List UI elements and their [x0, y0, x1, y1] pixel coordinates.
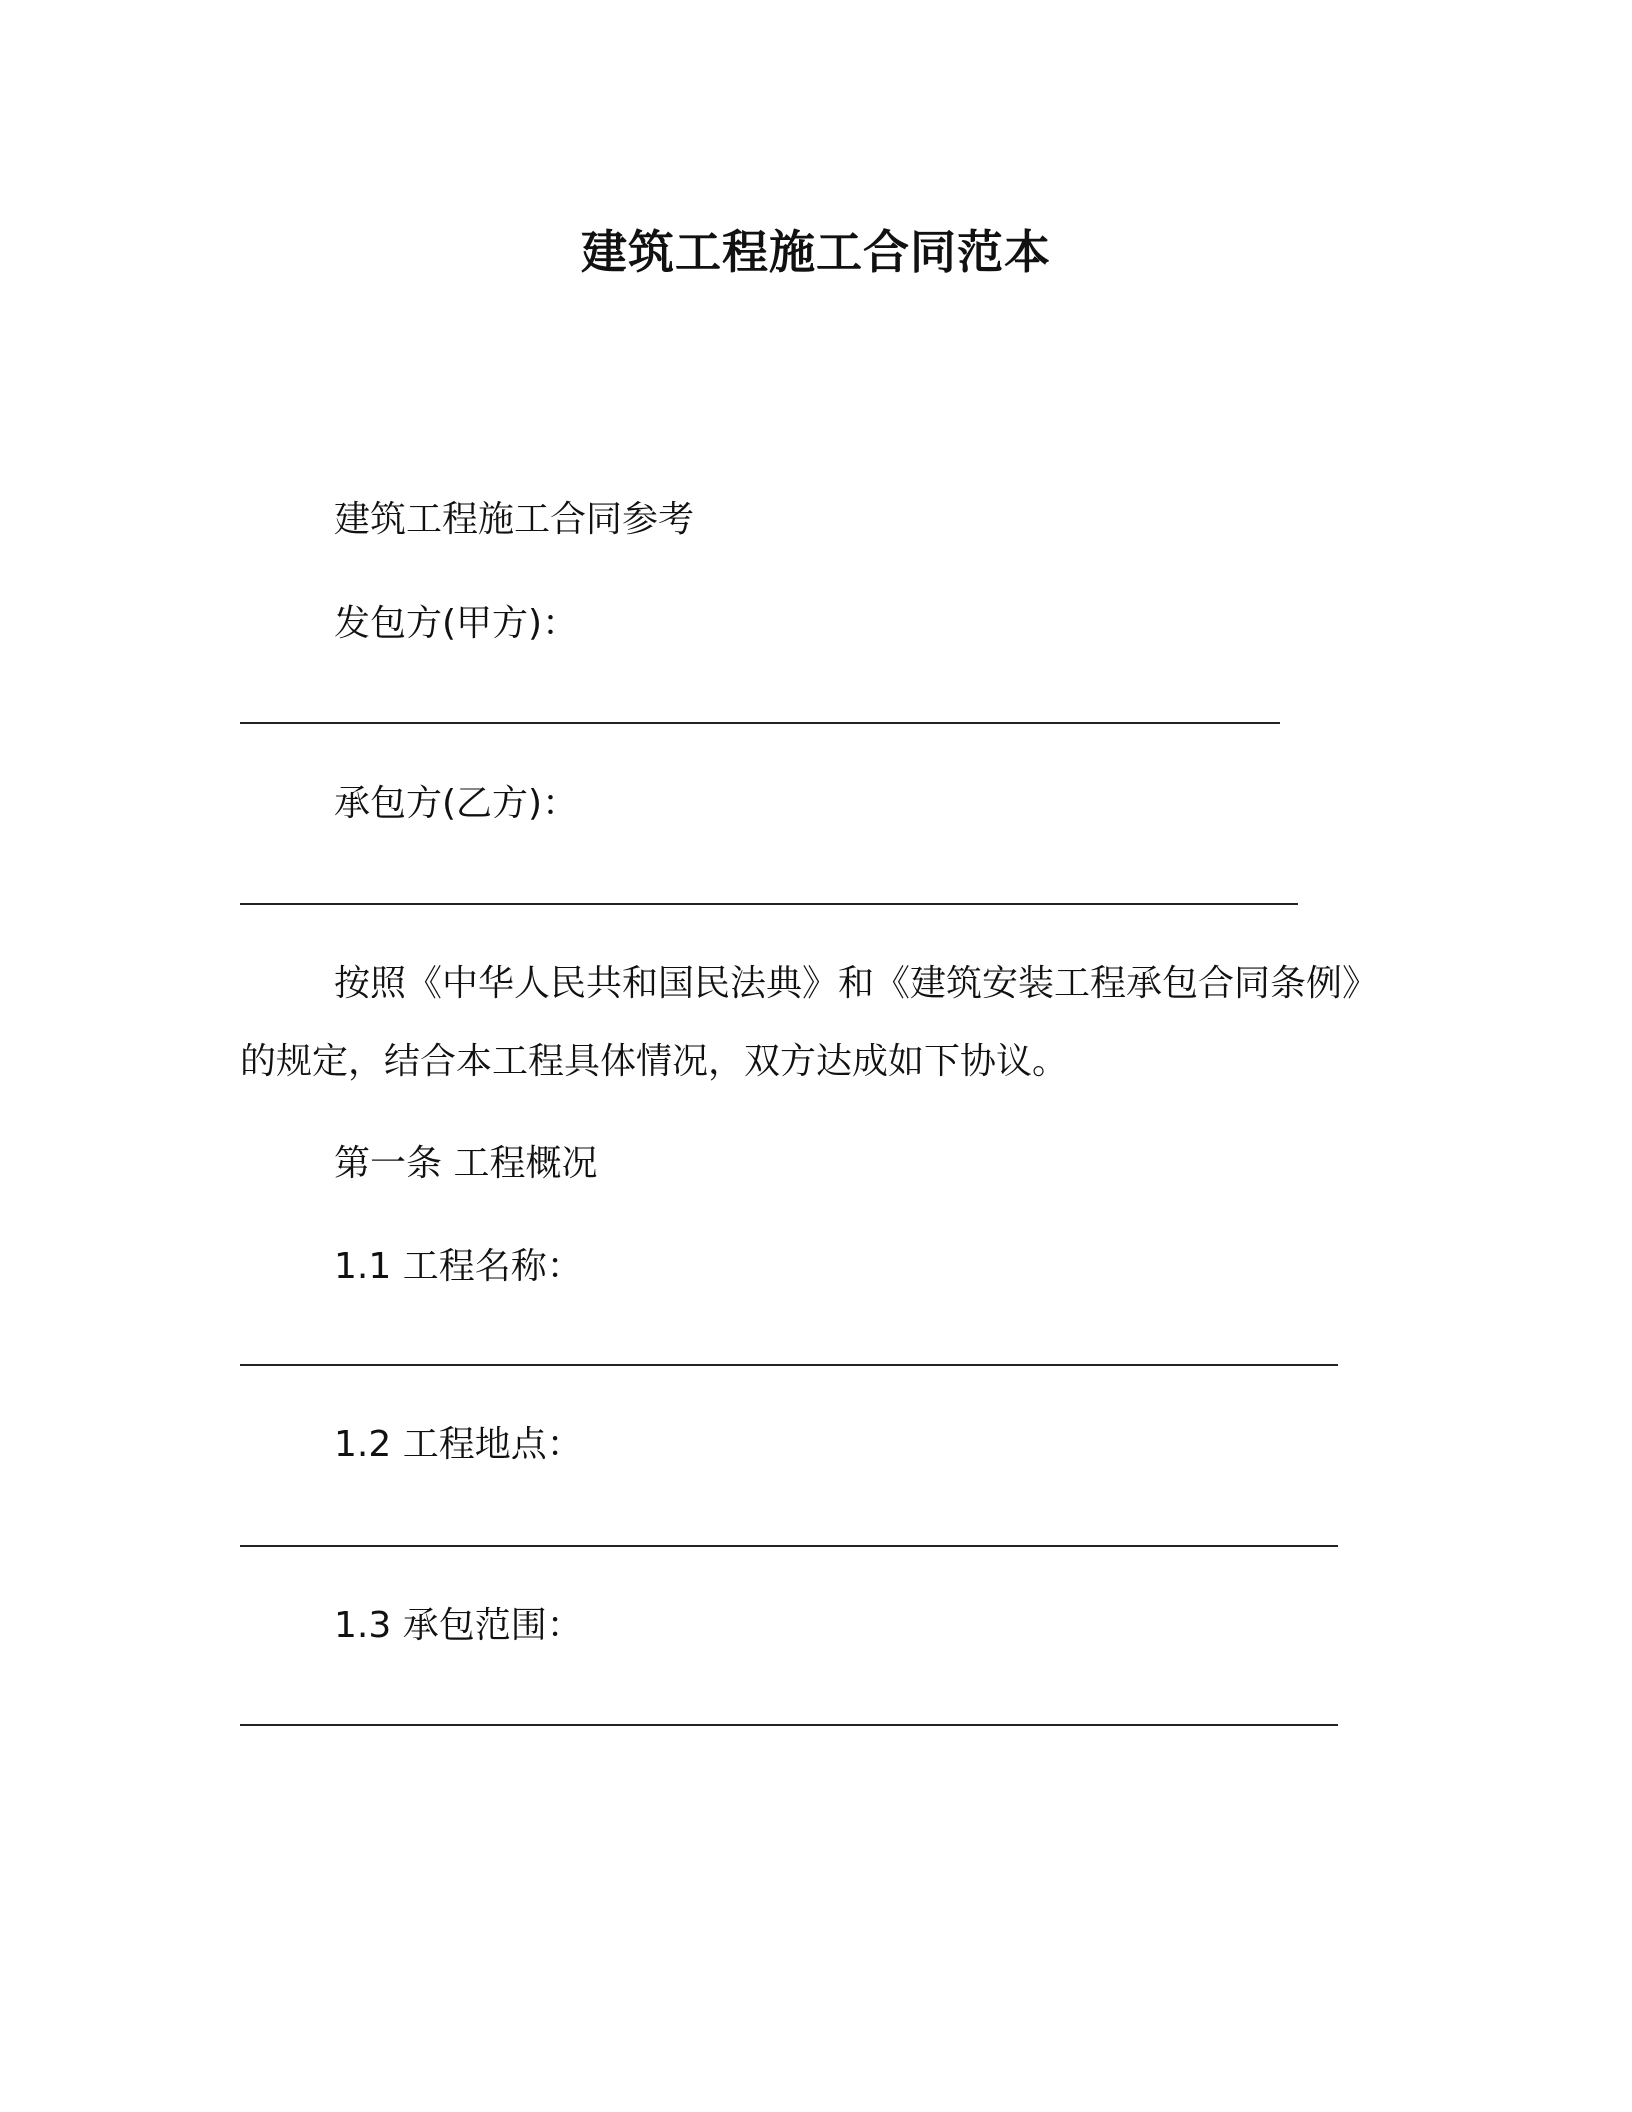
- item-1-1-blank-line: [240, 1364, 1338, 1366]
- party-a-blank-line: [240, 722, 1280, 724]
- item-1-2-label: 1.2 工程地点：: [334, 1424, 583, 1465]
- item-1-3-blank-line: [240, 1724, 1338, 1726]
- preamble-line-1: 按照《中华人民共和国民法典》和《建筑安装工程承包合同条例》: [334, 963, 1379, 1004]
- party-b-blank-line: [240, 903, 1298, 905]
- party-a-label: 发包方(甲方)：: [334, 603, 579, 644]
- party-b-label: 承包方(乙方)：: [334, 783, 579, 824]
- preamble-line-2: 的规定，结合本工程具体情况，双方达成如下协议。: [240, 1041, 1069, 1082]
- document-title: 建筑工程施工合同范本: [581, 225, 1051, 279]
- article-1-heading: 第一条 工程概况: [334, 1143, 598, 1184]
- item-1-1-label: 1.1 工程名称：: [334, 1246, 583, 1287]
- document-subtitle: 建筑工程施工合同参考: [334, 499, 695, 540]
- item-1-3-label: 1.3 承包范围：: [334, 1605, 583, 1646]
- item-1-2-blank-line: [240, 1545, 1338, 1547]
